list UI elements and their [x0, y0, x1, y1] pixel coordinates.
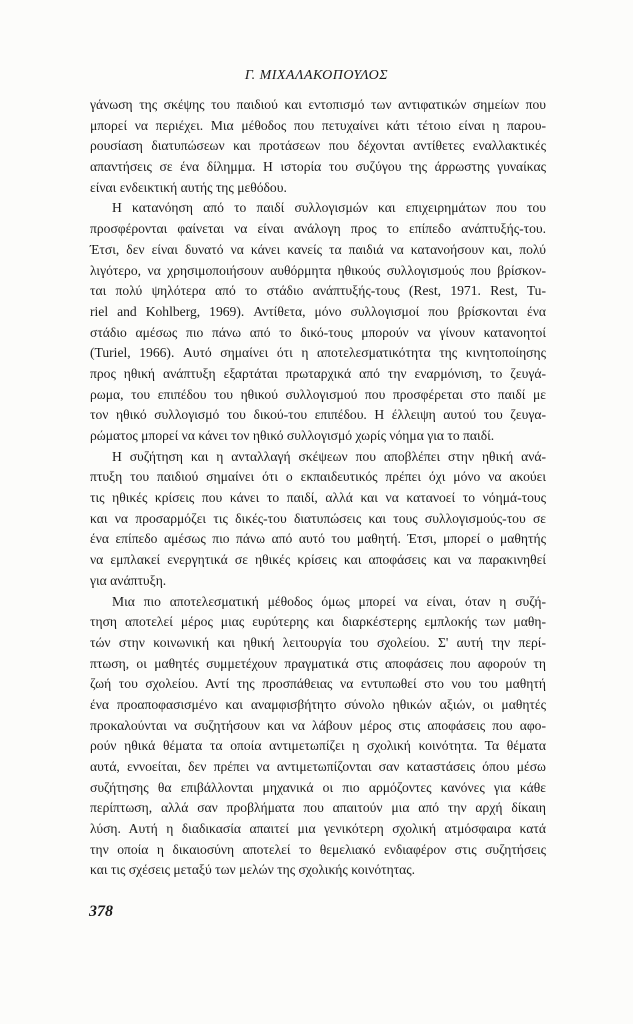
text-line: πτωση, οι μαθητές συμμετέχουν πραγματικά στις αποφάσεις που αφορούν τη [90, 655, 546, 671]
text-line: για ανάπτυξη. [90, 572, 167, 588]
text-line: προσφέρονται φαίνεται να είναι ανάλογη προς το επίπεδο ανάπτυξής-του. [90, 221, 546, 237]
text-line: τών στην κοινωνική και ηθική λειτουργία του σχολείου. Σ' αυτή την περί- [90, 634, 546, 650]
text-line: τις ηθικές κρίσεις που κάνει το παιδί, αλλά και να κατανοεί το νόημά-τους [90, 490, 546, 506]
text-line: (Turiel, 1966). Αυτό σημαίνει ότι η αποτελεσματικότητα της κινητοποίησης [90, 345, 546, 361]
text-line: ζωή του σχολείου. Αντί της προσπάθειας να εντυπωθεί στο νου του μαθητή [90, 676, 546, 692]
text-line: ρούν ηθικά θέματα τα οποία αντιμετωπίζει η σχολική κοινότητα. Τα θέματα [90, 738, 546, 754]
text-line: ρώματος μπορεί να κάνει τον ηθικό συλλογισμό χωρίς νόημα για το παιδί. [90, 428, 495, 443]
text-line: Μια πιο αποτελεσματική μέθοδος όμως μπορεί να είναι, όταν η συζή- [112, 593, 546, 609]
text-line: λύση. Αυτή η διαδικασία απαιτεί μια γενικότερη σχολική ατμόσφαιρα κατά [90, 821, 546, 837]
text-line: πτυξη του παιδιού σημαίνει ότι ο εκπαιδευτικός πρέπει όχι μόνο να ακούει [90, 469, 546, 485]
text-line: γάνωση της σκέψης του παιδιού και εντοπισμό των αντιφατικών σημείων που [90, 97, 546, 112]
text-line: απαντήσεις σε ένα δίλημμα. Η ιστορία του συζύγου της άρρωστης γυναίκας [90, 159, 546, 175]
text-line: Η κατανόηση από το παιδί συλλογισμών και επιχειρημάτων που του [112, 200, 546, 216]
text-line: ένα προαποφασισμένο και αναμφισβήτητο σύνολο ηθικών αξιών, οι μαθητές [90, 696, 546, 712]
text-line: την οποία η δικαιοσύνη αποτελεί το θεμελιακό ενδιαφέρον στις συζητήσεις [90, 841, 546, 857]
paragraph [90, 592, 546, 882]
text-line: τον ηθικό συλλογισμό του δικού-του επιπέδου. Η έλλειψη αυτού του ζευγα- [90, 407, 546, 423]
text-line: λιγότερο, να χρησιμοποιήσουν αυθόρμητα ηθικούς συλλογισμούς που βρίσκον- [90, 262, 546, 278]
text-line: και τις σχέσεις μεταξύ των μελών της σχολικής κοινότητας. [90, 862, 416, 878]
text-line: τηση αποτελεί μέρος μιας ευρύτερης και διαρκέστερης εμπλοκής των μαθη- [90, 614, 546, 630]
text-line: μπορεί να περιέχει. Μια μέθοδος που πετυχαίνει κάτι τέτοιο είναι η παρου- [90, 117, 546, 133]
text-line: συζήτησης θα επιβάλλονται μηχανικά οι πιο αρμόζοντες κανόνες για κάθε [90, 779, 546, 795]
paragraph [90, 95, 546, 198]
page-number: 378 [89, 903, 113, 920]
body-text [90, 95, 546, 881]
text-line: στάδιο αμέσως πιο πάνω από το δικό-τους μπορούν να γίνουν κατανοητοί [90, 324, 546, 340]
paragraph [90, 447, 546, 592]
text-line: αυτά, εννοείται, δεν πρέπει να αντιμετωπίζονται σαν καταστάσεις όπου μέσω [90, 759, 546, 774]
text-line: περίπτωση, αλλά σαν προβλήματα που απαιτούν μια από την αρχή δίκαιη [90, 800, 546, 816]
text-line: προς ηθική ανάπτυξη εξαρτάται πρωταρχικά από την εναρμόνιση, το ζευγά- [90, 365, 546, 381]
paragraph [90, 198, 546, 446]
running-header: Γ. ΜΙΧΑΛΑΚΟΠΟΥΛΟΣ [244, 68, 389, 83]
text-line: ρωμα, του επιπέδου του ηθικού συλλογισμού που προσφέρεται στο παιδί με [90, 386, 546, 402]
text-line: προκαλούνται να συζητήσουν και να λάβουν μέρος στις αποφάσεις που αφο- [90, 717, 546, 733]
text-line: riel and Kohlberg, 1969). Αντίθετα, μόνο συλλογισμοί που βρίσκονται ένα [90, 303, 546, 319]
text-line: ένα επίπεδο αμέσως πιο πάνω από αυτό του μαθητή. Έτσι, μπορεί ο μαθητής [90, 531, 546, 547]
text-line: Έτσι, δεν είναι δυνατό να κάνει κανείς τα παιδιά να κατανοήσουν και, πολύ [90, 241, 546, 257]
text-line: είναι ενδεικτική αυτής της μεθόδου. [90, 179, 287, 195]
text-line: να εμπλακεί ενεργητικά σε ηθικές κρίσεις και αποφάσεις και να παρακινηθεί [90, 552, 546, 568]
text-line: ρουσίαση διατυπώσεων και προτάσεων που δέχονται αντίθετες εναλλακτικές [90, 138, 546, 154]
text-line: ται πολύ ψηλότερα από το στάδιο ανάπτυξής-τους (Rest, 1971. Rest, Tu- [90, 283, 546, 299]
text-line: και να προσαρμόζει τις δικές-του διατυπώσεις και τους συλλογισμούς-του σε [90, 510, 546, 526]
text-line: Η συζήτηση και η ανταλλαγή σκέψεων που αποβλέπει στην ηθική ανά- [112, 448, 546, 464]
